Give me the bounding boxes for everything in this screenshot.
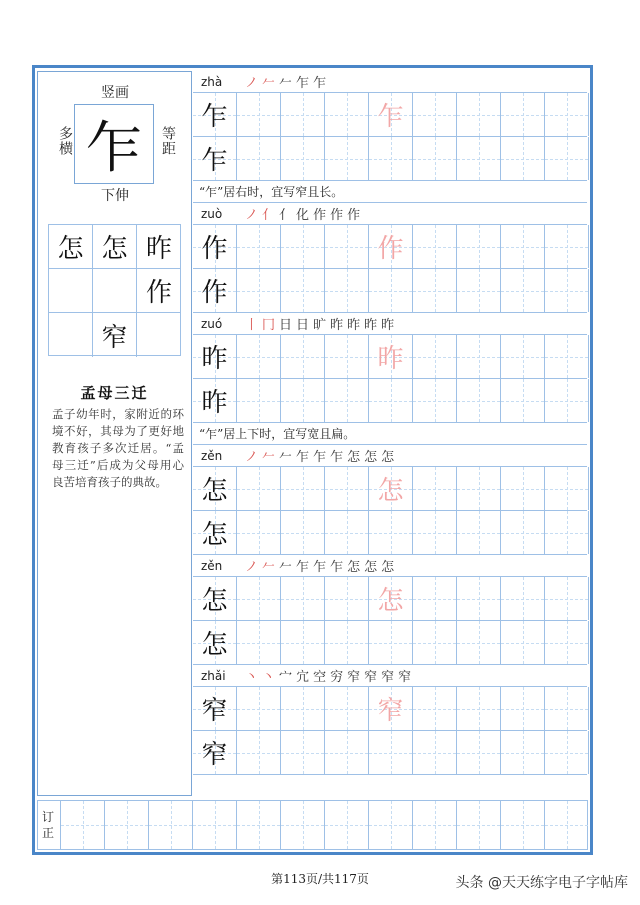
- trace-char-cell: [369, 577, 413, 620]
- stroke-step: 丶: [262, 670, 280, 685]
- blank-practice-cell: [413, 379, 457, 422]
- mini-grid-cell: [49, 313, 93, 357]
- stroke-step: 乍: [330, 560, 348, 575]
- model-char: 窄: [201, 696, 228, 726]
- blank-practice-cell: [325, 467, 369, 510]
- correction-cell: [500, 801, 544, 849]
- trace-char: 怎: [377, 476, 404, 506]
- blank-practice-cell: [413, 687, 457, 730]
- blank-practice-cell: [413, 467, 457, 510]
- trace-char: 昨: [377, 344, 404, 374]
- blank-practice-cell: [501, 621, 545, 664]
- stroke-step: 怎: [381, 450, 399, 465]
- label-right: 等距: [160, 126, 176, 156]
- stroke-step: 𠂉: [279, 76, 297, 91]
- blank-practice-cell: [457, 137, 501, 180]
- blank-practice-cell: [325, 93, 369, 136]
- stroke-step: 丨: [245, 318, 263, 333]
- stroke-step: 昨: [364, 318, 382, 333]
- blank-practice-cell: [413, 731, 457, 774]
- stroke-step: 怎: [364, 560, 382, 575]
- stroke-step: 怎: [347, 560, 365, 575]
- blank-practice-cell: [545, 577, 589, 620]
- model-char-cell: [193, 577, 237, 620]
- model-char-cell: [193, 731, 237, 774]
- stroke-step: 𠂉: [279, 560, 297, 575]
- stroke-step: 作: [313, 208, 331, 223]
- trace-char: 窄: [377, 696, 404, 726]
- stroke-step: 宂: [296, 670, 314, 685]
- blank-practice-cell: [281, 269, 325, 312]
- blank-practice-cell: [413, 621, 457, 664]
- stroke-step: 空: [313, 670, 331, 685]
- story-text: 孟子幼年时，家附近的环境不好，其母为了更好地教育孩子多次迁居。“孟母三迁”后成为父母用心良苦培育孩子的典故。: [52, 407, 184, 489]
- correction-cell: [192, 801, 236, 849]
- practice-row: [193, 93, 587, 137]
- blank-practice-cell: [281, 335, 325, 378]
- stroke-step: 窄: [347, 670, 365, 685]
- model-char-cell: [193, 621, 237, 664]
- blank-practice-cell: [501, 511, 545, 554]
- blank-practice-cell: [545, 225, 589, 268]
- blank-practice-cell: [545, 687, 589, 730]
- practice-row: [193, 225, 587, 269]
- pinyin: zhà: [201, 74, 223, 89]
- blank-practice-cell: [369, 379, 413, 422]
- stroke-step: 𠂉: [279, 450, 297, 465]
- trace-char-cell: [369, 335, 413, 378]
- blank-practice-cell: [545, 379, 589, 422]
- model-char: 作: [201, 234, 228, 264]
- blank-practice-cell: [413, 577, 457, 620]
- practice-row: [193, 379, 587, 423]
- blank-practice-cell: [457, 269, 501, 312]
- stroke-step: 怎: [364, 450, 382, 465]
- blank-practice-cell: [281, 511, 325, 554]
- mini-grid-cell: 怎: [49, 225, 93, 269]
- trace-char: 乍: [377, 102, 404, 132]
- watermark: 头条 @天天练字电子字帖库: [455, 875, 628, 891]
- blank-practice-cell: [545, 731, 589, 774]
- blank-practice-cell: [325, 335, 369, 378]
- blank-practice-cell: [501, 379, 545, 422]
- blank-practice-cell: [281, 621, 325, 664]
- trace-char-cell: [369, 225, 413, 268]
- model-char-cell: [193, 379, 237, 422]
- blank-practice-cell: [545, 335, 589, 378]
- blank-practice-cell: [457, 93, 501, 136]
- correction-label: 订正: [42, 810, 55, 840]
- writing-note: “乍”居右时，宜写窄且长。: [193, 181, 587, 203]
- pinyin: zuó: [201, 316, 223, 331]
- stroke-sequence: [245, 72, 330, 91]
- model-char-cell: [193, 137, 237, 180]
- blank-practice-cell: [369, 269, 413, 312]
- mini-grid: [48, 224, 181, 356]
- blank-practice-cell: [413, 137, 457, 180]
- trace-char-cell: [369, 93, 413, 136]
- stroke-order-bar: [193, 445, 587, 467]
- blank-practice-cell: [369, 621, 413, 664]
- blank-practice-cell: [281, 467, 325, 510]
- practice-row: [193, 269, 587, 313]
- blank-practice-cell: [325, 621, 369, 664]
- blank-practice-cell: [325, 687, 369, 730]
- model-char-cell: [193, 335, 237, 378]
- stroke-step: 乍: [296, 560, 314, 575]
- practice-row: [193, 731, 587, 775]
- blank-practice-cell: [413, 511, 457, 554]
- stroke-step: 乍: [296, 450, 314, 465]
- stroke-step: ノ: [245, 450, 263, 465]
- model-char-cell: [193, 511, 237, 554]
- correction-cell: [544, 801, 588, 849]
- model-char: 怎: [201, 586, 228, 616]
- blank-practice-cell: [457, 621, 501, 664]
- stroke-step: 日: [279, 318, 297, 333]
- blank-practice-cell: [545, 269, 589, 312]
- trace-char: 作: [377, 234, 404, 264]
- stroke-step: 日: [296, 318, 314, 333]
- blank-practice-cell: [281, 93, 325, 136]
- blank-practice-cell: [457, 511, 501, 554]
- radical-char: 乍: [86, 116, 142, 181]
- blank-practice-cell: [413, 269, 457, 312]
- trace-char-cell: [369, 687, 413, 730]
- blank-practice-cell: [545, 137, 589, 180]
- blank-practice-cell: [237, 269, 281, 312]
- blank-practice-cell: [369, 511, 413, 554]
- blank-practice-cell: [237, 621, 281, 664]
- blank-practice-cell: [237, 731, 281, 774]
- stroke-step: 亻: [262, 208, 280, 223]
- correction-cell: [412, 801, 456, 849]
- model-char: 昨: [201, 388, 228, 418]
- stroke-sequence: [245, 446, 398, 465]
- stroke-step: 宀: [279, 670, 297, 685]
- blank-practice-cell: [325, 577, 369, 620]
- label-top: 竖画: [101, 85, 129, 101]
- mini-grid-cell: [137, 313, 181, 357]
- stroke-step: 旷: [313, 318, 331, 333]
- stroke-order-bar: [193, 555, 587, 577]
- blank-practice-cell: [237, 467, 281, 510]
- blank-practice-cell: [501, 467, 545, 510]
- story-title: 孟母三迁: [80, 384, 149, 402]
- stroke-step: 怎: [381, 560, 399, 575]
- blank-practice-cell: [413, 225, 457, 268]
- stroke-step: 𠂉: [262, 450, 280, 465]
- stroke-step: 丶: [245, 670, 263, 685]
- model-char: 怎: [201, 476, 228, 506]
- blank-practice-cell: [545, 93, 589, 136]
- blank-practice-cell: [501, 225, 545, 268]
- blank-practice-cell: [457, 731, 501, 774]
- blank-practice-cell: [281, 687, 325, 730]
- stroke-step: 怎: [347, 450, 365, 465]
- blank-practice-cell: [545, 467, 589, 510]
- pinyin: zěn: [201, 558, 223, 573]
- blank-practice-cell: [325, 137, 369, 180]
- model-char-cell: [193, 467, 237, 510]
- mini-grid-cell: 怎: [93, 225, 137, 269]
- blank-practice-cell: [237, 511, 281, 554]
- stroke-step: 作: [330, 208, 348, 223]
- blank-practice-cell: [501, 577, 545, 620]
- stroke-step: 乍: [313, 450, 331, 465]
- stroke-sequence: [245, 314, 398, 333]
- practice-row: [193, 467, 587, 511]
- blank-practice-cell: [501, 687, 545, 730]
- mini-grid-cell: 作: [137, 269, 181, 313]
- stroke-step: 亻: [279, 208, 297, 223]
- blank-practice-cell: [457, 467, 501, 510]
- pinyin: zuò: [201, 206, 223, 221]
- stroke-step: 冂: [262, 318, 280, 333]
- blank-practice-cell: [457, 687, 501, 730]
- blank-practice-cell: [325, 269, 369, 312]
- model-char: 怎: [201, 630, 228, 660]
- blank-practice-cell: [501, 335, 545, 378]
- blank-practice-cell: [413, 335, 457, 378]
- blank-practice-cell: [457, 335, 501, 378]
- label-left: 多横: [57, 126, 73, 156]
- stroke-step: 窄: [381, 670, 399, 685]
- blank-practice-cell: [501, 137, 545, 180]
- stroke-sequence: [245, 204, 364, 223]
- blank-practice-cell: [325, 379, 369, 422]
- correction-cell: [60, 801, 104, 849]
- trace-char: 怎: [377, 586, 404, 616]
- model-char: 乍: [201, 146, 228, 176]
- mini-grid-cell: [49, 269, 93, 313]
- stroke-sequence: [245, 556, 398, 575]
- blank-practice-cell: [325, 731, 369, 774]
- blank-practice-cell: [545, 621, 589, 664]
- pinyin: zhǎi: [201, 668, 226, 683]
- mini-grid-cell: [93, 269, 137, 313]
- mini-grid-cell: 昨: [137, 225, 181, 269]
- blank-practice-cell: [413, 93, 457, 136]
- blank-practice-cell: [457, 379, 501, 422]
- blank-practice-cell: [325, 511, 369, 554]
- model-char-cell: [193, 687, 237, 730]
- stroke-step: 窄: [398, 670, 416, 685]
- stroke-order-bar: [193, 203, 587, 225]
- blank-practice-cell: [281, 137, 325, 180]
- trace-char-cell: [369, 467, 413, 510]
- correction-cell: [280, 801, 324, 849]
- stroke-step: ノ: [245, 560, 263, 575]
- blank-practice-cell: [457, 225, 501, 268]
- model-char: 乍: [201, 102, 228, 132]
- blank-practice-cell: [501, 731, 545, 774]
- stroke-step: 作: [347, 208, 365, 223]
- blank-practice-cell: [281, 577, 325, 620]
- stroke-step: 乍: [296, 76, 314, 91]
- mini-grid-cell: 窄: [93, 313, 137, 357]
- stroke-order-bar: [193, 313, 587, 335]
- stroke-step: 乍: [313, 76, 331, 91]
- model-char: 怎: [201, 520, 228, 550]
- page-number: 第113页/共117页: [271, 872, 369, 886]
- blank-practice-cell: [281, 731, 325, 774]
- stroke-step: 𠂉: [262, 76, 280, 91]
- model-char: 昨: [201, 344, 228, 374]
- blank-practice-cell: [237, 93, 281, 136]
- blank-practice-cell: [237, 577, 281, 620]
- stroke-sequence: [245, 666, 415, 685]
- correction-cell: [236, 801, 280, 849]
- stroke-order-bar: [193, 71, 587, 93]
- blank-practice-cell: [325, 225, 369, 268]
- practice-row: [193, 621, 587, 665]
- stroke-step: 穷: [330, 670, 348, 685]
- correction-cell: [456, 801, 500, 849]
- stroke-step: ノ: [245, 208, 263, 223]
- practice-row: [193, 511, 587, 555]
- blank-practice-cell: [369, 731, 413, 774]
- model-char-cell: [193, 93, 237, 136]
- blank-practice-cell: [281, 379, 325, 422]
- stroke-step: 乍: [330, 450, 348, 465]
- writing-note: “乍”居上下时，宜写宽且扁。: [193, 423, 587, 445]
- model-char-cell: [193, 225, 237, 268]
- correction-cell: [324, 801, 368, 849]
- blank-practice-cell: [545, 511, 589, 554]
- blank-practice-cell: [237, 687, 281, 730]
- stroke-step: 𠂉: [262, 560, 280, 575]
- practice-row: [193, 687, 587, 731]
- blank-practice-cell: [237, 225, 281, 268]
- stroke-step: 昨: [347, 318, 365, 333]
- radical-box: [74, 104, 154, 184]
- blank-practice-cell: [501, 269, 545, 312]
- blank-practice-cell: [369, 137, 413, 180]
- stroke-step: ノ: [245, 76, 263, 91]
- practice-row: [193, 335, 587, 379]
- stroke-step: 窄: [364, 670, 382, 685]
- blank-practice-cell: [237, 137, 281, 180]
- practice-row: [193, 137, 587, 181]
- label-bottom: 下伸: [101, 188, 129, 204]
- blank-practice-cell: [237, 379, 281, 422]
- correction-row: [37, 800, 588, 850]
- stroke-step: 化: [296, 208, 314, 223]
- pinyin: zěn: [201, 448, 223, 463]
- stroke-step: 昨: [381, 318, 399, 333]
- blank-practice-cell: [237, 335, 281, 378]
- model-char: 窄: [201, 740, 228, 770]
- stroke-step: 乍: [313, 560, 331, 575]
- stroke-step: 昨: [330, 318, 348, 333]
- blank-practice-cell: [457, 577, 501, 620]
- blank-practice-cell: [281, 225, 325, 268]
- blank-practice-cell: [501, 93, 545, 136]
- model-char-cell: [193, 269, 237, 312]
- correction-cell: [368, 801, 412, 849]
- model-char: 作: [201, 278, 228, 308]
- practice-row: [193, 577, 587, 621]
- correction-cell: [148, 801, 192, 849]
- correction-cell: [104, 801, 148, 849]
- stroke-order-bar: [193, 665, 587, 687]
